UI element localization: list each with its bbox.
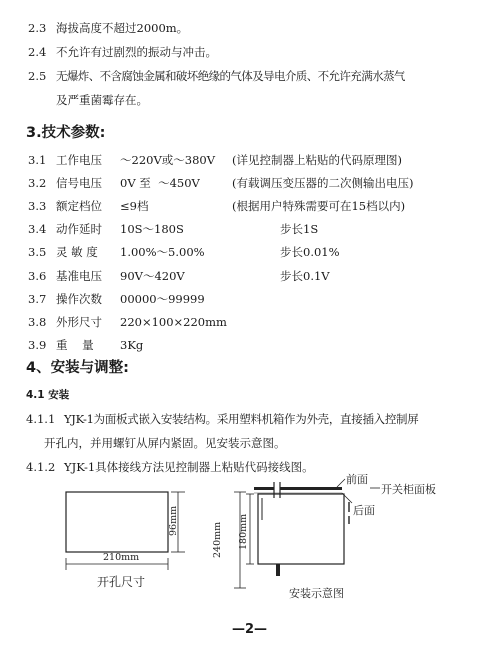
section-4-heading: 4、安装与调整: — [26, 360, 129, 376]
install-caption: 安装示意图 — [289, 587, 344, 600]
param-number: 3.6 — [28, 269, 47, 283]
param-value: 90V～420V — [120, 269, 185, 283]
cutout-width-label: 210mm — [103, 552, 140, 563]
param-number: 3.4 — [28, 222, 47, 236]
param-label: 额定档位 — [56, 199, 102, 213]
param-label: 灵 敏 度 — [56, 245, 98, 259]
page-number: —2— — [232, 622, 268, 637]
install-text: YJK-1具体接线方法见控制器上粘贴代码接线图。 — [64, 460, 314, 474]
item-text-continued: 及严重菌霉存在。 — [56, 93, 148, 107]
item-number: 2.3 — [28, 21, 47, 35]
device-body — [258, 494, 344, 564]
panel-label: 开关柜面板 — [381, 483, 436, 496]
install-text-continued: 开孔内，并用螺钉从屏内紧固。见安装示意图。 — [44, 436, 286, 450]
item-text: 不允许有过剧烈的振动与冲击。 — [56, 45, 217, 59]
param-number: 3.3 — [28, 199, 47, 213]
param-value: 10S～180S — [120, 222, 184, 236]
param-note: (根据用户特殊需要可在15档以内) — [232, 199, 406, 213]
param-number: 3.5 — [28, 245, 47, 259]
item-number: 4.1.2 — [26, 460, 56, 474]
param-note: (有载调压变压器的二次侧输出电压) — [232, 176, 414, 190]
terminal — [276, 564, 280, 576]
item-number: 4.1.1 — [26, 412, 56, 426]
param-label: 重 量 — [56, 338, 94, 352]
param-note: (详见控制器上粘贴的代码原理图) — [232, 153, 402, 167]
back-label: 后面 — [353, 504, 375, 517]
param-value: ≤9档 — [120, 199, 149, 213]
item-text: 无爆炸、不含腐蚀金属和破坏绝缘的气体及导电介质、不允许充满水蒸气 — [56, 69, 405, 83]
cutout-rectangle — [66, 492, 168, 552]
param-number: 3.1 — [28, 153, 47, 167]
param-label: 操作次数 — [56, 292, 102, 306]
item-number: 2.4 — [28, 45, 47, 59]
param-label: 动作延时 — [56, 222, 102, 236]
subsection-4-1-heading: 4.1 安装 — [26, 389, 70, 401]
param-value: 0V 至 ～450V — [120, 176, 200, 190]
param-note: 步长1S — [280, 222, 319, 236]
cutout-caption: 开孔尺寸 — [97, 575, 146, 589]
item-number: 2.5 — [28, 69, 47, 83]
panel-segment-left — [254, 487, 274, 490]
param-value: 1.00%～5.00% — [120, 245, 205, 259]
param-number: 3.7 — [28, 292, 47, 306]
param-label: 外形尺寸 — [56, 315, 102, 329]
front-label: 前面 — [346, 473, 368, 486]
param-note: 步长0.1V — [280, 269, 330, 283]
param-number: 3.9 — [28, 338, 47, 352]
param-label: 信号电压 — [56, 176, 102, 190]
param-label: 工作电压 — [56, 153, 102, 167]
param-note: 步长0.01% — [280, 245, 340, 259]
panel-segment-right — [280, 487, 342, 490]
install-text: YJK-1为面板式嵌入安装结构。采用塑料机箱作为外壳，直接插入控制屏 — [64, 412, 419, 426]
cutout-height-label: 96mm — [168, 505, 179, 536]
inner-depth-label: 180mm — [238, 513, 249, 550]
param-value: 00000～99999 — [120, 292, 205, 306]
param-value: 3Kg — [120, 338, 144, 352]
param-number: 3.8 — [28, 315, 47, 329]
param-number: 3.2 — [28, 176, 47, 190]
section-3-heading: 3.技术参数: — [26, 125, 106, 141]
param-value: ～220V或～380V — [120, 153, 216, 167]
item-text: 海拔高度不超过2000m。 — [56, 21, 189, 35]
param-value: 220×100×220mm — [120, 315, 227, 329]
param-label: 基准电压 — [56, 269, 102, 283]
outer-depth-label: 240mm — [212, 521, 223, 558]
